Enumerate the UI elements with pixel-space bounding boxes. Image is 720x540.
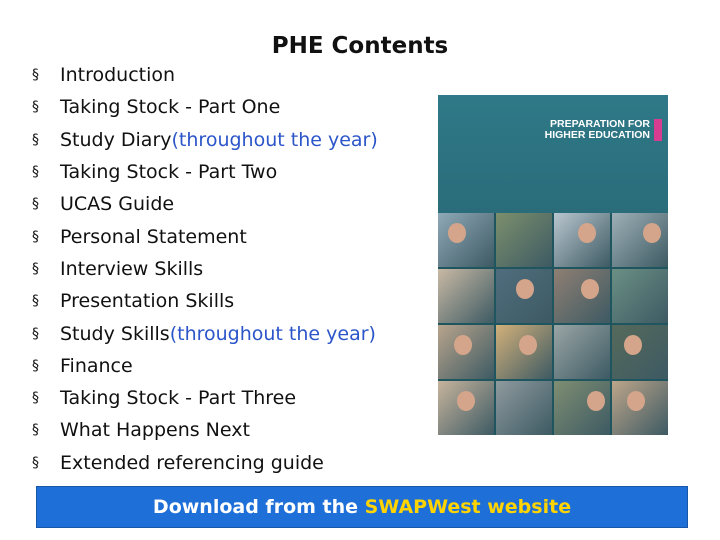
person-figure xyxy=(581,279,599,299)
swapwest-website-link[interactable]: SWAPWest website xyxy=(364,496,572,518)
list-item xyxy=(32,414,378,446)
cover-photo-tile xyxy=(438,269,494,323)
list-item xyxy=(32,124,378,156)
cover-header xyxy=(438,95,668,213)
list-item-text: Finance xyxy=(60,354,133,377)
list-item-text: Presentation Skills xyxy=(60,290,235,313)
cover-photo-tile xyxy=(496,325,552,379)
cover-brand-line1: PREPARATION FOR xyxy=(550,118,650,130)
cover-photo-tile xyxy=(496,269,552,323)
list-item-text: UCAS Guide xyxy=(60,193,175,216)
list-item-text: Study Skills xyxy=(60,322,170,345)
bullet-icon: § xyxy=(32,260,39,277)
list-item xyxy=(32,220,378,252)
list-item-text: What Happens Next xyxy=(60,419,250,442)
bullet-icon: § xyxy=(32,99,39,116)
bullet-icon: § xyxy=(32,357,39,374)
list-item-text: Taking Stock - Part Two xyxy=(60,161,278,184)
download-banner[interactable] xyxy=(36,486,688,528)
person-figure xyxy=(454,335,472,355)
phe-cover-image xyxy=(438,95,668,435)
cover-brand-text xyxy=(545,119,650,141)
person-figure xyxy=(519,335,537,355)
download-prefix: Download from the xyxy=(152,496,359,518)
cover-brand-line2: HIGHER EDUCATION xyxy=(544,129,650,141)
person-figure xyxy=(457,391,475,411)
bullet-icon: § xyxy=(32,454,39,471)
bullet-icon: § xyxy=(32,228,39,245)
list-item-text: Study Diary xyxy=(60,128,172,151)
list-item xyxy=(32,188,378,220)
bullet-icon: § xyxy=(32,390,39,407)
list-item xyxy=(32,91,378,123)
bullet-icon: § xyxy=(32,164,39,181)
list-item-text: Taking Stock - Part Three xyxy=(60,387,297,410)
cover-photo-tile xyxy=(438,213,494,267)
bullet-icon: § xyxy=(32,422,39,439)
cover-photo-tile xyxy=(554,213,610,267)
list-item xyxy=(32,285,378,317)
bullet-icon: § xyxy=(32,67,39,84)
cover-photo-tile xyxy=(554,269,610,323)
bullet-icon: § xyxy=(32,325,39,342)
list-item xyxy=(32,447,378,479)
cover-photo-tile xyxy=(554,325,610,379)
list-item xyxy=(32,253,378,285)
person-figure xyxy=(627,391,645,411)
list-item-text: Personal Statement xyxy=(60,225,247,248)
person-figure xyxy=(578,223,596,243)
cover-photo-tile xyxy=(612,213,668,267)
cover-photo-tile xyxy=(612,269,668,323)
slide-title: PHE Contents xyxy=(271,33,449,59)
bullet-icon: § xyxy=(32,131,39,148)
list-item xyxy=(32,317,378,349)
cover-photo-tile xyxy=(612,381,668,435)
list-item xyxy=(32,59,378,91)
person-figure xyxy=(516,279,534,299)
person-figure xyxy=(448,223,466,243)
cover-photo-tile xyxy=(438,381,494,435)
person-figure xyxy=(624,335,642,355)
list-item-note: (throughout the year) xyxy=(171,128,378,151)
cover-photo-tile xyxy=(438,325,494,379)
list-item-text: Introduction xyxy=(60,64,176,87)
person-figure xyxy=(587,391,605,411)
person-figure xyxy=(643,223,661,243)
list-item xyxy=(32,156,378,188)
list-item xyxy=(32,382,378,414)
cover-accent-bar xyxy=(654,119,662,141)
cover-photo-tile xyxy=(496,213,552,267)
cover-photo-tile xyxy=(612,325,668,379)
list-item-text: Taking Stock - Part One xyxy=(60,96,281,119)
list-item xyxy=(32,350,378,382)
cover-photo-tile xyxy=(496,381,552,435)
list-item-note: (throughout the year) xyxy=(169,322,376,345)
contents-list xyxy=(32,59,378,479)
bullet-icon: § xyxy=(32,293,39,310)
cover-photo-tile xyxy=(554,381,610,435)
bullet-icon: § xyxy=(32,196,39,213)
list-item-text: Extended referencing guide xyxy=(60,451,324,474)
list-item-text: Interview Skills xyxy=(60,257,204,280)
cover-photo-grid xyxy=(438,213,668,435)
